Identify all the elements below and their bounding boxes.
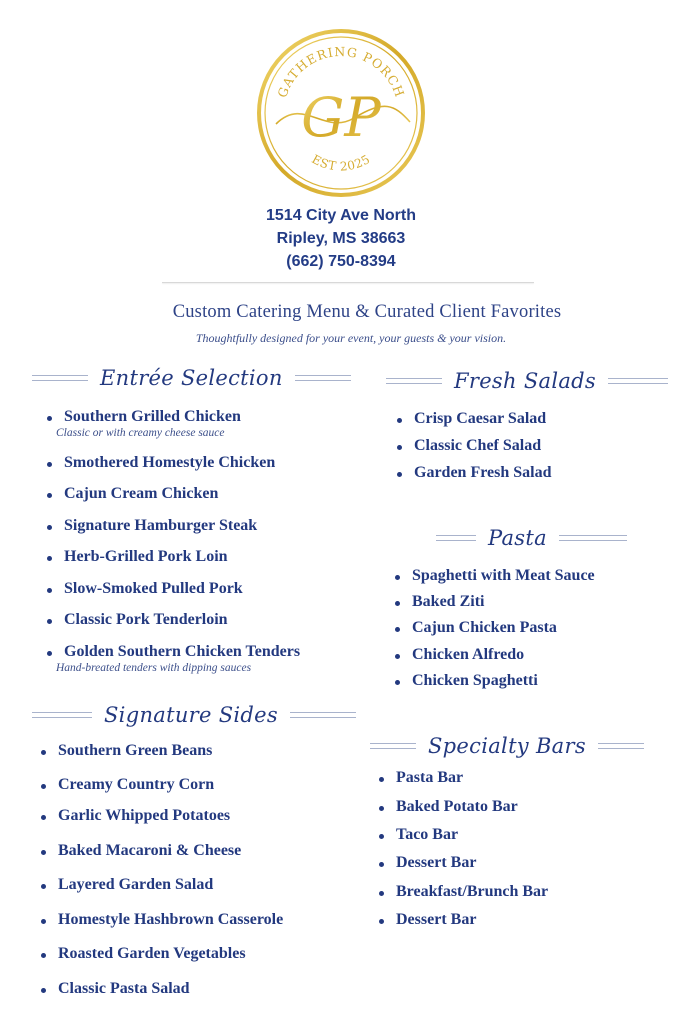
- menu-item-name: Classic Pork Tenderloin: [64, 611, 228, 628]
- menu-item: [394, 619, 557, 637]
- menu-item-name: Golden Southern Chicken Tenders: [64, 643, 301, 660]
- menu-subtitle: Custom Catering Menu & Curated Client Favorites: [172, 302, 562, 322]
- menu-item: [378, 911, 476, 929]
- menu-item-name: Classic Pasta Salad: [58, 980, 190, 997]
- menu-item-name: Cajun Chicken Pasta: [412, 619, 557, 636]
- menu-item: [394, 672, 538, 690]
- menu-item: [46, 517, 257, 535]
- gold-seal-icon: [254, 26, 428, 200]
- decorative-rule: [559, 535, 627, 541]
- phone-number[interactable]: (662) 750-8394: [286, 253, 396, 270]
- menu-item-name: Garlic Whipped Potatoes: [58, 807, 231, 824]
- menu-item-name: Slow-Smoked Pulled Pork: [64, 580, 243, 597]
- logo-top-text: GATHERING PORCH: [274, 43, 408, 100]
- menu-item-name: Chicken Alfredo: [412, 646, 525, 663]
- section-title: Specialty Bars: [428, 734, 586, 758]
- menu-item: [40, 980, 190, 998]
- contact-block: [0, 204, 682, 273]
- menu-item: [394, 567, 595, 585]
- menu-item-note: Hand-breated tenders with dipping sauces: [56, 662, 252, 674]
- menu-item: [46, 643, 300, 674]
- section-heading-bars: [370, 734, 644, 758]
- decorative-rule: [436, 535, 476, 541]
- menu-item: [46, 485, 218, 503]
- svg-text:EST 2025: EST 2025: [309, 151, 373, 174]
- menu-item: [40, 911, 283, 929]
- menu-item-name: Homestyle Hashbrown Casserole: [58, 911, 284, 928]
- menu-item-note: Classic or with creamy cheese sauce: [56, 427, 225, 439]
- decorative-rule: [370, 743, 416, 749]
- menu-item: [46, 454, 275, 472]
- menu-item-name: Dessert Bar: [396, 854, 477, 871]
- menu-item: [40, 842, 241, 860]
- menu-item: [396, 410, 546, 428]
- header-divider: [162, 282, 534, 283]
- section-heading-pasta: [436, 526, 627, 550]
- menu-item: [378, 769, 463, 787]
- brand-logo: [254, 26, 428, 200]
- menu-item: [378, 854, 476, 872]
- menu-item: [40, 776, 214, 794]
- menu-item: [46, 611, 228, 629]
- menu-item: [46, 548, 228, 566]
- menu-item: [40, 742, 212, 760]
- decorative-rule: [32, 712, 92, 718]
- menu-item: [396, 464, 552, 482]
- menu-item-name: Pasta Bar: [396, 769, 464, 786]
- menu-item: [394, 646, 524, 664]
- decorative-rule: [32, 375, 88, 381]
- city-state-zip: Ripley, MS 38663: [276, 230, 406, 247]
- menu-item-name: Creamy Country Corn: [58, 776, 215, 793]
- menu-item-name: Roasted Garden Vegetables: [58, 945, 246, 962]
- menu-item-name: Layered Garden Salad: [58, 876, 214, 893]
- decorative-rule: [295, 375, 351, 381]
- menu-item: [46, 580, 243, 598]
- menu-item-name: Baked Ziti: [412, 593, 485, 610]
- menu-item-name: Breakfast/Brunch Bar: [396, 883, 549, 900]
- menu-item-name: Spaghetti with Meat Sauce: [412, 567, 595, 584]
- menu-item-name: Garden Fresh Salad: [414, 464, 552, 481]
- street-address: 1514 City Ave North: [266, 207, 416, 224]
- section-heading-entree: [32, 366, 351, 390]
- menu-item-name: Baked Potato Bar: [396, 798, 518, 815]
- decorative-rule: [290, 712, 356, 718]
- menu-item: [378, 883, 548, 901]
- section-heading-sides: [32, 703, 356, 727]
- menu-item-name: Southern Green Beans: [58, 742, 213, 759]
- menu-item: [40, 876, 213, 894]
- menu-item: [46, 408, 241, 439]
- menu-item: [40, 945, 246, 963]
- section-heading-salads: [386, 369, 668, 393]
- menu-item-name: Smothered Homestyle Chicken: [64, 454, 276, 471]
- section-title: Pasta: [488, 526, 547, 550]
- menu-item-name: Classic Chef Salad: [414, 437, 542, 454]
- decorative-rule: [598, 743, 644, 749]
- svg-text:GP: GP: [301, 86, 381, 149]
- menu-item-name: Dessert Bar: [396, 911, 477, 928]
- menu-item-name: Cajun Cream Chicken: [64, 485, 219, 502]
- menu-item: [40, 807, 230, 825]
- menu-item-name: Southern Grilled Chicken: [64, 408, 241, 425]
- menu-item: [378, 798, 518, 816]
- menu-item-name: Baked Macaroni & Cheese: [58, 842, 242, 859]
- menu-item-name: Taco Bar: [396, 826, 459, 843]
- menu-item-name: Signature Hamburger Steak: [64, 517, 258, 534]
- menu-item: [378, 826, 458, 844]
- menu-item-name: Chicken Spaghetti: [412, 672, 538, 689]
- decorative-rule: [386, 378, 442, 384]
- section-title: Signature Sides: [104, 703, 278, 727]
- menu-tagline: Thoughtfully designed for your event, your guests & your vision.: [195, 331, 507, 345]
- menu-item-name: Crisp Caesar Salad: [414, 410, 547, 427]
- menu-item: [396, 437, 541, 455]
- menu-item-name: Herb-Grilled Pork Loin: [64, 548, 228, 565]
- section-title: Fresh Salads: [454, 369, 596, 393]
- menu-item: [394, 593, 484, 611]
- decorative-rule: [608, 378, 668, 384]
- section-title: Entrée Selection: [100, 366, 283, 390]
